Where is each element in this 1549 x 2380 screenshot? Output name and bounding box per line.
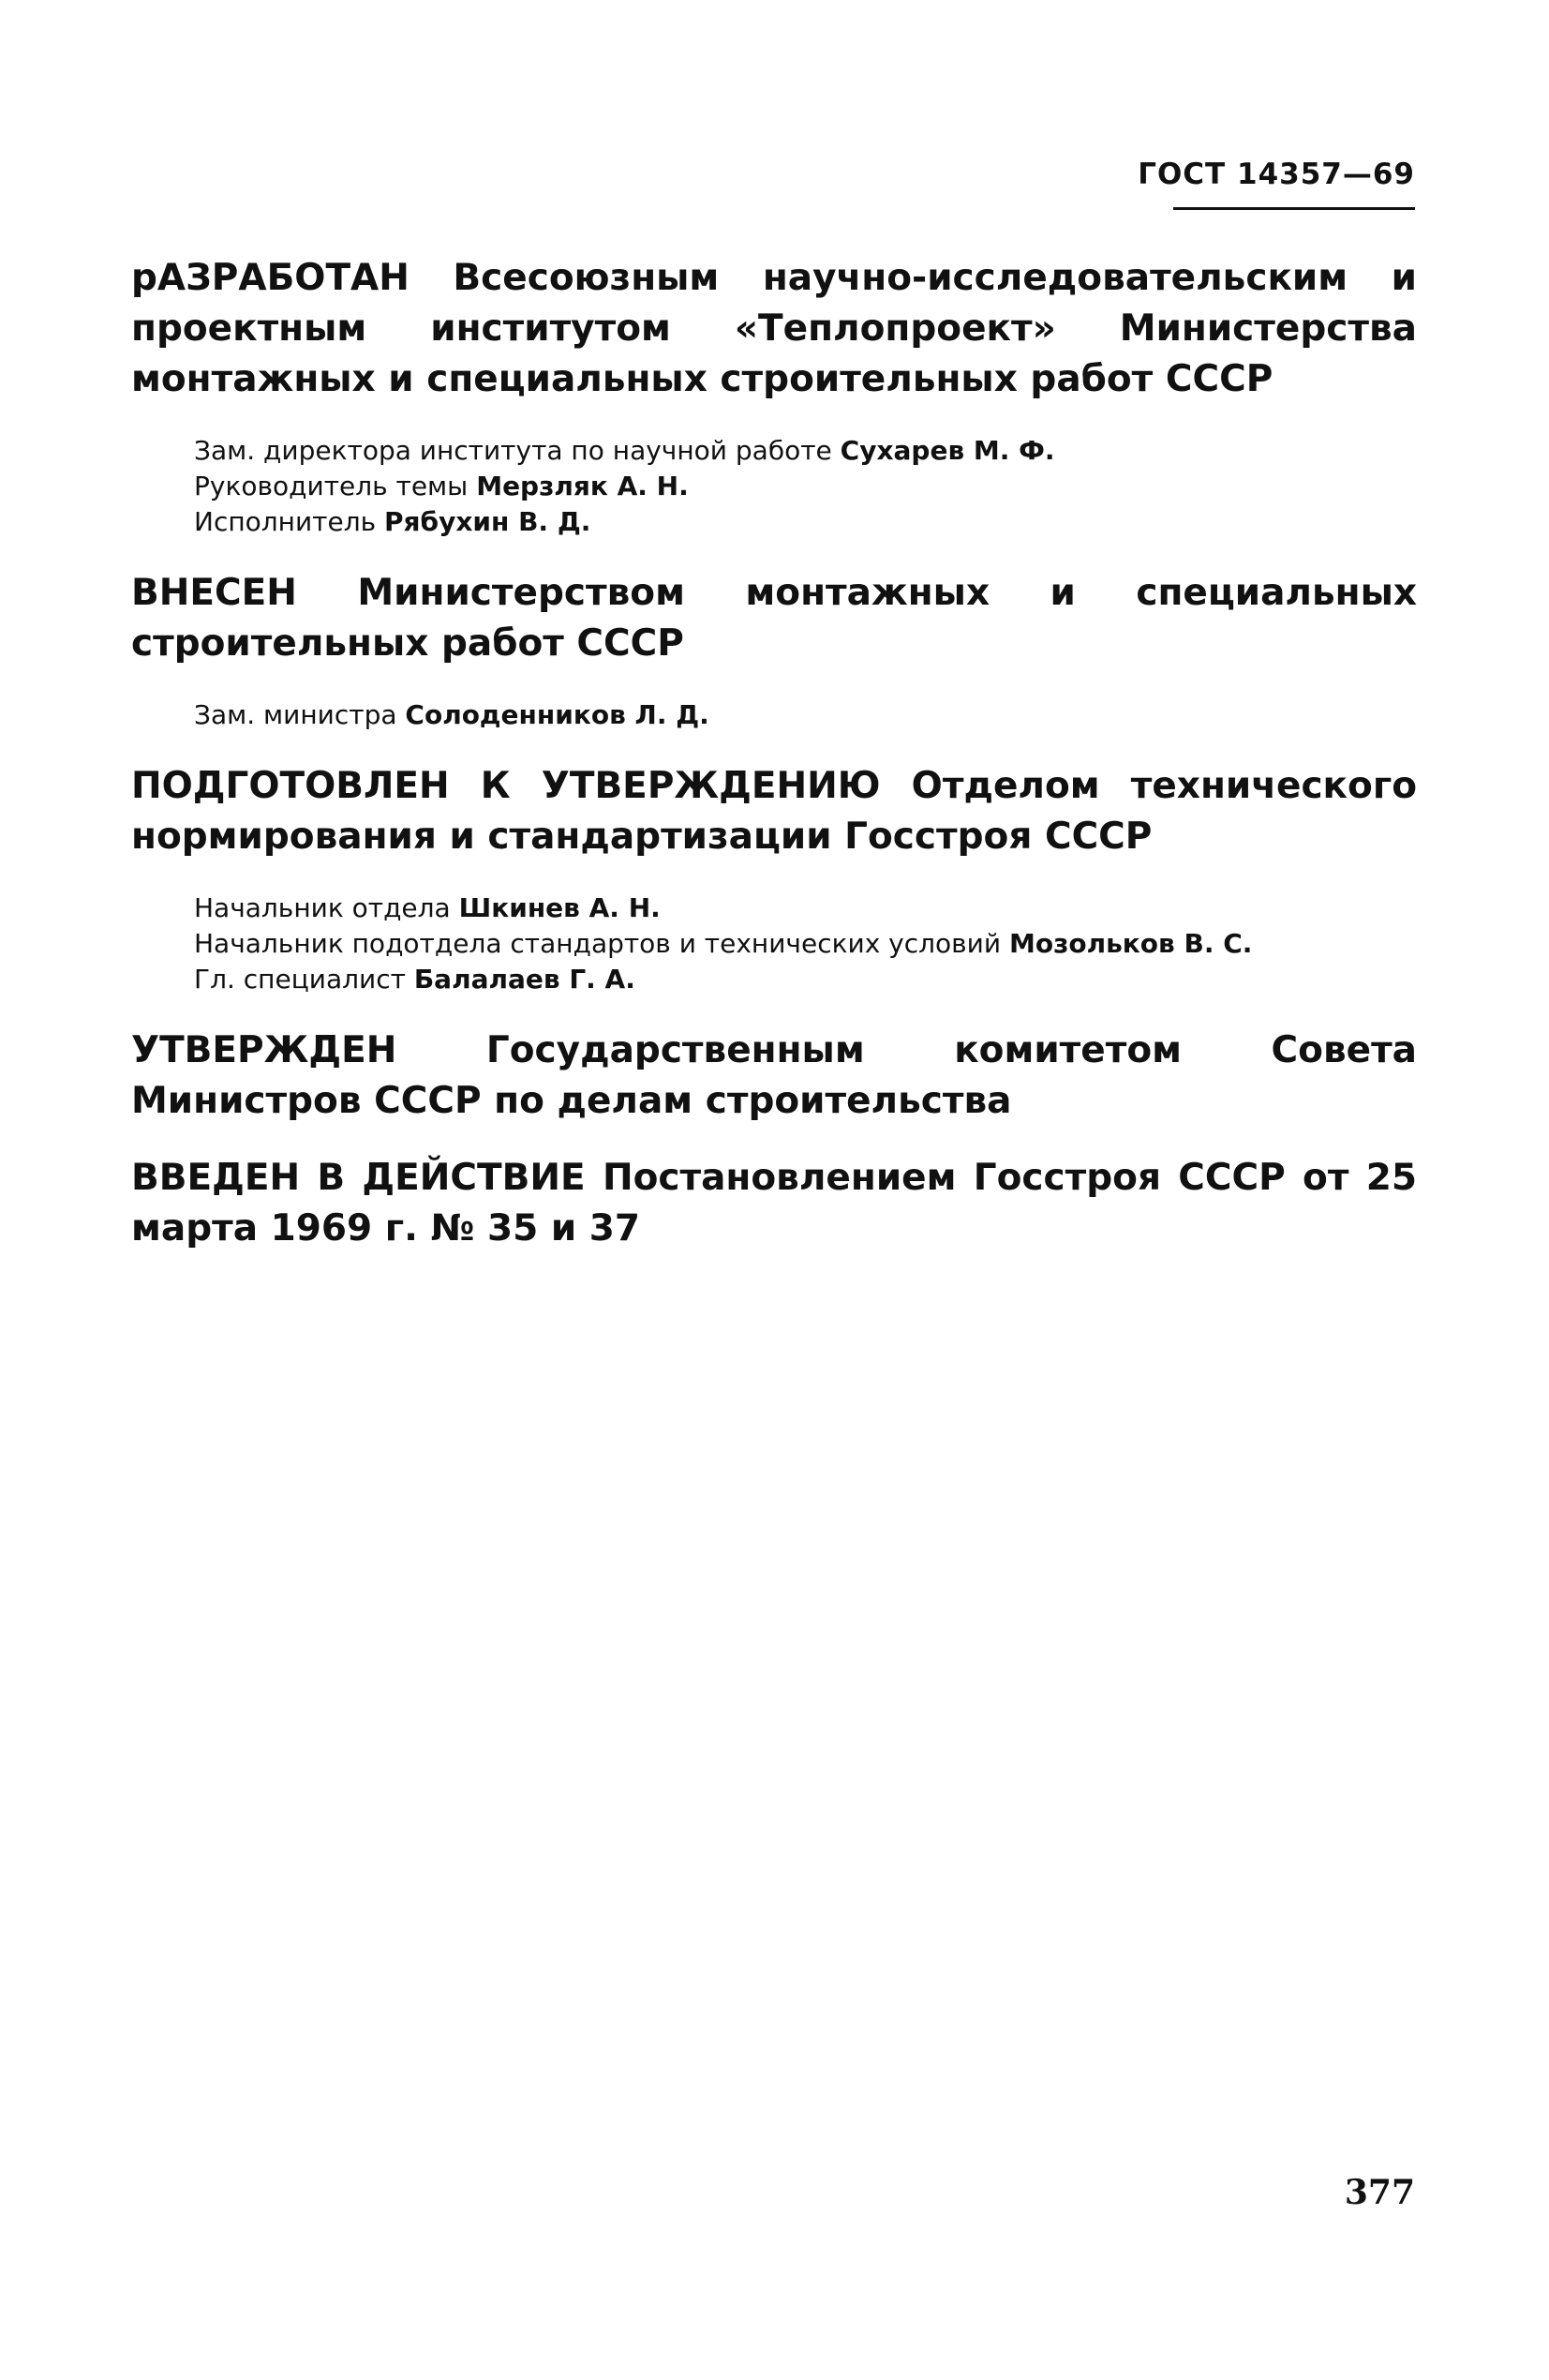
section-submitted <box>131 568 1417 733</box>
person-name: Сухарев М. Ф. <box>840 435 1055 466</box>
section-prepared <box>131 761 1417 997</box>
spacer <box>131 997 1417 1025</box>
section-label: УТВЕРЖДЕН <box>131 1029 397 1071</box>
person-role: Руководитель темы <box>194 471 477 501</box>
section-text: Государственным комитетом Совета Министров СССР по делам строительства <box>131 1029 1417 1122</box>
person-role: Гл. специалист <box>194 964 414 995</box>
section-enacted <box>131 1153 1417 1254</box>
page-number: 377 <box>1344 2173 1415 2212</box>
person-line <box>194 697 1417 733</box>
person-line <box>194 433 1417 469</box>
section-heading <box>131 1153 1417 1254</box>
person-line <box>194 504 1417 540</box>
person-line <box>194 891 1417 926</box>
person-role: Зам. директора института по научной работе <box>194 435 841 466</box>
section-people <box>131 433 1417 540</box>
section-text: Всесоюзным научно-исследовательским и проектным институтом «Теплопроект» Министерства монтажных и специальных строительных работ СССР <box>131 257 1417 400</box>
person-role: Начальник отдела <box>194 892 459 923</box>
document-code: ГОСТ 14357—69 <box>1138 157 1415 191</box>
section-text: Отделом технического нормирования и стандартизации Госстроя СССР <box>131 765 1417 858</box>
section-approved <box>131 1025 1417 1127</box>
section-heading <box>131 253 1417 405</box>
section-heading <box>131 568 1417 669</box>
section-label: ПОДГОТОВЛЕН К УТВЕРЖДЕНИЮ <box>131 765 881 807</box>
section-label: рАЗРАБОТАН <box>131 257 410 299</box>
spacer <box>131 733 1417 761</box>
spacer <box>131 540 1417 568</box>
section-heading <box>131 1025 1417 1127</box>
section-people <box>131 891 1417 997</box>
section-people <box>131 697 1417 733</box>
person-line <box>194 469 1417 504</box>
person-role: Зам. министра <box>194 699 406 730</box>
section-label: ВВЕДЕН В ДЕЙСТВИЕ <box>131 1157 586 1199</box>
person-role: Начальник подотдела стандартов и технических условий <box>194 928 1009 959</box>
person-name: Мозольков В. С. <box>1008 928 1253 959</box>
section-developed <box>131 253 1417 540</box>
section-label: ВНЕСЕН <box>131 572 297 614</box>
person-line <box>194 962 1417 997</box>
person-name: Солоденников Л. Д. <box>405 699 709 730</box>
person-line <box>194 926 1417 962</box>
section-text: Постановлением Госстроя СССР от 25 марта 1969 г. № 35 и 37 <box>131 1157 1417 1250</box>
person-name: Мерзляк А. Н. <box>476 471 689 501</box>
person-name: Балалаев Г. А. <box>413 964 635 995</box>
person-name: Шкинев А. Н. <box>458 892 661 923</box>
person-role: Исполнитель <box>194 506 385 537</box>
section-heading <box>131 761 1417 862</box>
document-body <box>131 253 1417 1254</box>
section-text: Министерством монтажных и специальных строительных работ СССР <box>131 572 1417 665</box>
header-rule <box>1173 207 1415 210</box>
spacer <box>131 1127 1417 1153</box>
person-name: Рябухин В. Д. <box>384 506 591 537</box>
